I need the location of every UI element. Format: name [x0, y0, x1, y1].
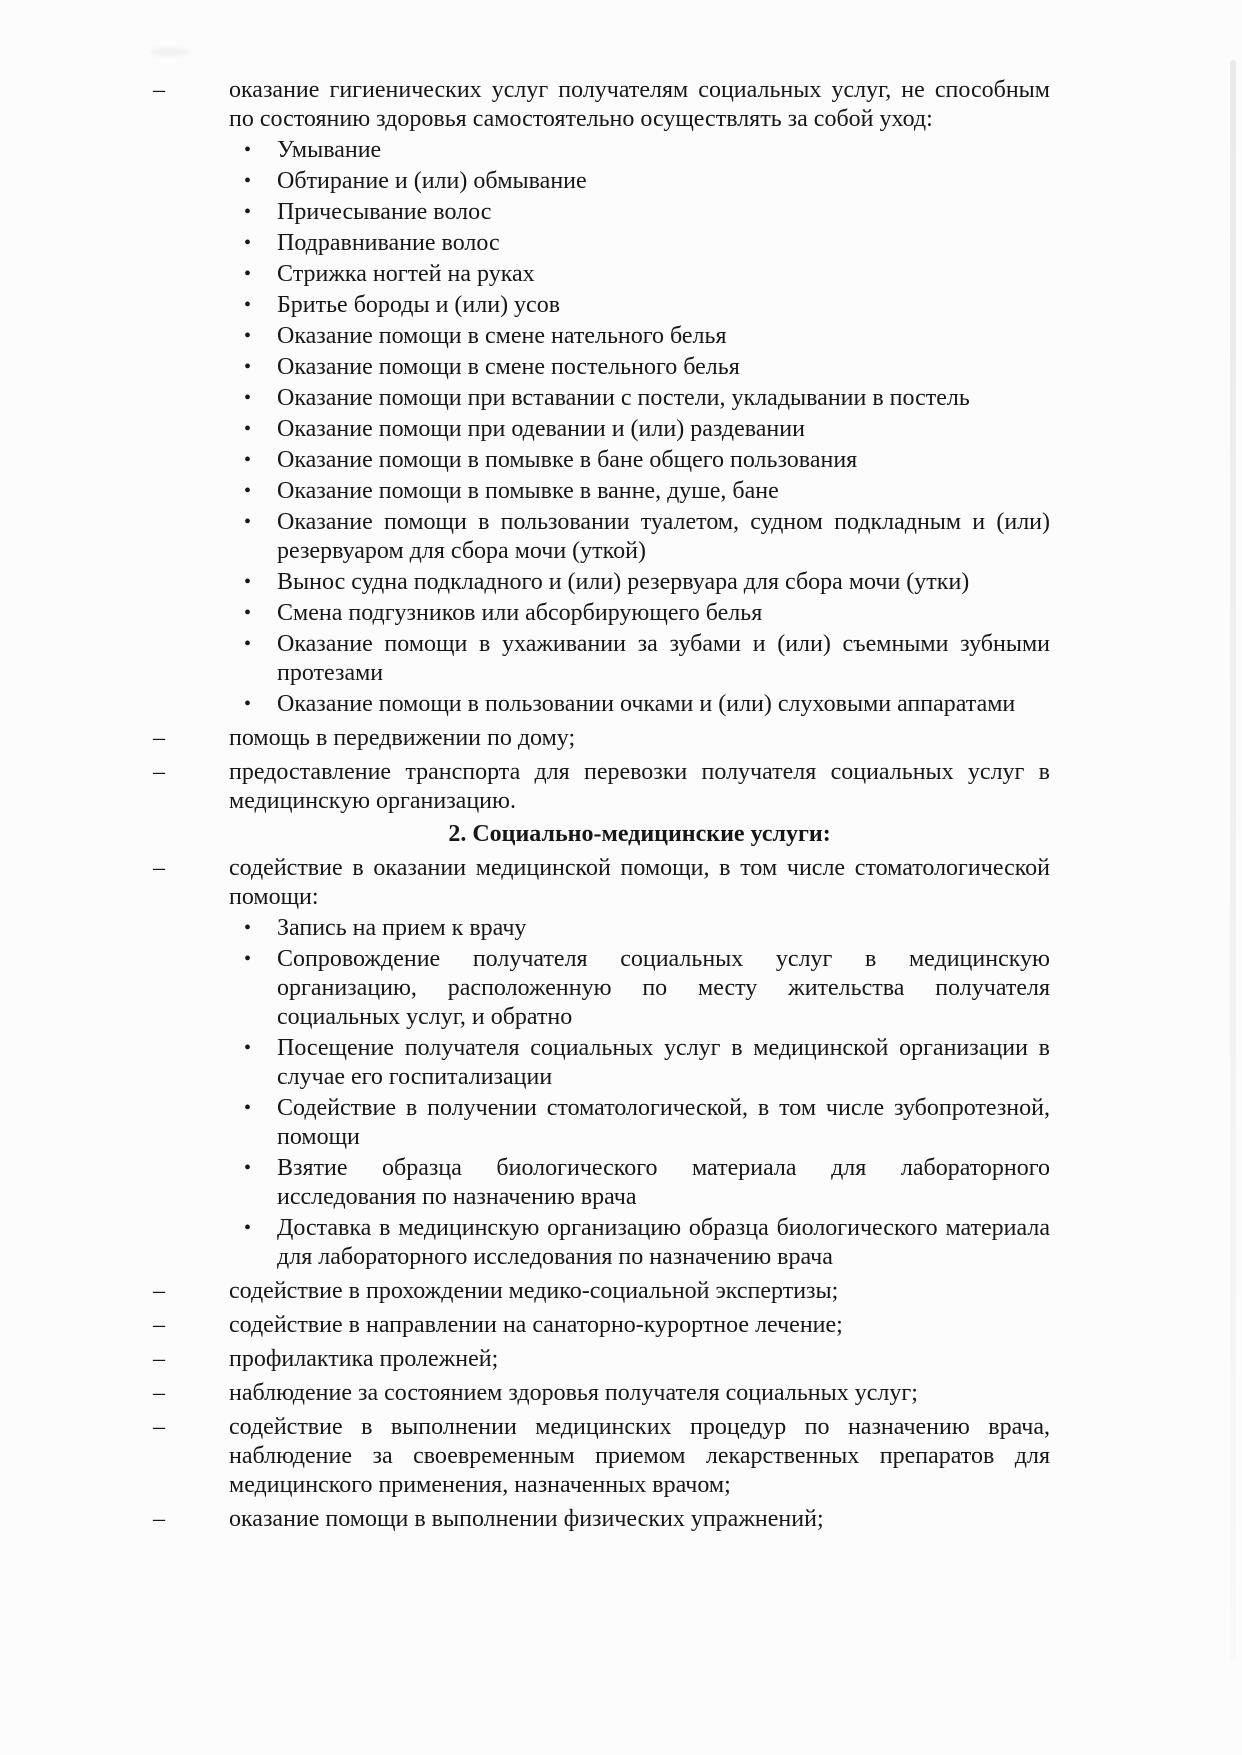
bullet-marker: • [244, 294, 252, 316]
bullet-marker: • [244, 917, 252, 939]
list-item-text: Вынос судна подкладного и (или) резервуара для сбора мочи (утки) [277, 569, 970, 595]
list-item-text: Умывание [277, 137, 382, 163]
bullet-list-item [244, 477, 1050, 506]
bullet-list-item [244, 446, 1050, 475]
bullet-list-item [244, 1154, 1050, 1212]
list-item-text: Оказание помощи в смене нательного белья [277, 323, 727, 349]
dash-list-item [153, 76, 1050, 134]
dash-marker: – [153, 725, 165, 751]
list-item-text: профилактика пролежней; [229, 1346, 499, 1372]
dash-list-item [153, 1345, 1050, 1374]
dash-list-item [153, 1311, 1050, 1340]
list-item-text: Содействие в получении стоматологической, в том числе зубопротезной, помощи [277, 1095, 1050, 1150]
list-item-text: Подравнивание волос [277, 230, 500, 256]
bullet-marker: • [244, 418, 252, 440]
bullet-list-item [244, 1214, 1050, 1272]
dash-list-item [153, 758, 1050, 816]
section-heading: 2. Социально-медицинские услуги: [448, 821, 831, 847]
bullet-list-item [244, 630, 1050, 688]
bullet-list-item [244, 508, 1050, 566]
dash-marker: – [153, 1414, 165, 1440]
bullet-marker: • [244, 1217, 252, 1239]
list-item-text: содействие в выполнении медицинских процедур по назначению врача, наблюдение за своевременным приемом лекарственных препаратов для медицинского применения, назначенных врачом; [229, 1414, 1050, 1498]
scan-artifact-smudge [150, 48, 190, 56]
list-item-text: Оказание помощи в ухаживании за зубами и (или) съемными зубными протезами [277, 631, 1050, 686]
bullet-list-item [244, 690, 1050, 719]
list-item-text: Взятие образца биологического материала для лабораторного исследования по назначению врача [277, 1155, 1050, 1210]
dash-marker: – [153, 1380, 165, 1406]
bullet-marker: • [244, 232, 252, 254]
bullet-marker: • [244, 356, 252, 378]
bullet-list-item [244, 198, 1050, 227]
bullet-marker: • [244, 1097, 252, 1119]
bullet-list-item [244, 914, 1050, 943]
dash-marker: – [153, 855, 165, 881]
list-item-text: Оказание помощи в помывке в ванне, душе, бане [277, 478, 779, 504]
dash-marker: – [153, 1346, 165, 1372]
list-item-text: Доставка в медицинскую организацию образца биологического материала для лабораторного исследования по назначению врача [277, 1215, 1050, 1270]
dash-marker: – [153, 77, 165, 103]
dash-list-item [153, 724, 1050, 753]
bullet-list-item [244, 136, 1050, 165]
dash-marker: – [153, 759, 165, 785]
list-item-text: Оказание помощи в смене постельного белья [277, 354, 740, 380]
bullet-list-item [244, 291, 1050, 320]
list-item-text: Оказание помощи в пользовании туалетом, судном подкладным и (или) резервуаром для сбора мочи (уткой) [277, 509, 1050, 564]
list-item-text: наблюдение за состоянием здоровья получателя социальных услуг; [229, 1380, 918, 1406]
list-item-text: Причесывание волос [277, 199, 492, 225]
bullet-marker: • [244, 480, 252, 502]
list-item-text: Обтирание и (или) обмывание [277, 168, 587, 194]
bullet-marker: • [244, 511, 252, 533]
bullet-marker: • [244, 571, 252, 593]
scan-artifact-right-edge [1230, 60, 1236, 1660]
bullet-list-item [244, 1094, 1050, 1152]
list-item-text: помощь в передвижении по дому; [229, 725, 576, 751]
list-item-text: предоставление транспорта для перевозки получателя социальных услуг в медицинскую организацию. [229, 759, 1050, 814]
list-item-text: Оказание помощи при одевании и (или) раздевании [277, 416, 805, 442]
document-page [153, 76, 1050, 1534]
dash-list-item [153, 1277, 1050, 1306]
dash-marker: – [153, 1312, 165, 1338]
list-item-text: Оказание помощи в помывке в бане общего пользования [277, 447, 858, 473]
list-item-text: Оказание помощи при вставании с постели, укладывании в постель [277, 385, 970, 411]
list-item-text: Сопровождение получателя социальных услуг в медицинскую организацию, расположенную по месту жительства получателя социальных услуг, и обратно [277, 946, 1050, 1030]
list-item-text: содействие в оказании медицинской помощи, в том числе стоматологической помощи: [229, 855, 1050, 910]
bullet-marker: • [244, 693, 252, 715]
document-content [153, 76, 1050, 1534]
bullet-marker: • [244, 449, 252, 471]
list-item-text: Оказание помощи в пользовании очками и (или) слуховыми аппаратами [277, 691, 1016, 717]
bullet-list-item [244, 945, 1050, 1032]
bullet-list-item [244, 415, 1050, 444]
list-item-text: Стрижка ногтей на руках [277, 261, 535, 287]
list-item-text: Бритье бороды и (или) усов [277, 292, 561, 318]
bullet-marker: • [244, 1037, 252, 1059]
dash-list-item [153, 1413, 1050, 1500]
bullet-list-item [244, 1034, 1050, 1092]
list-item-text: Посещение получателя социальных услуг в медицинской организации в случае его госпитализации [277, 1035, 1050, 1090]
dash-list-item [153, 1505, 1050, 1534]
dash-marker: – [153, 1278, 165, 1304]
dash-marker: – [153, 1506, 165, 1532]
list-item-text: оказание помощи в выполнении физических упражнений; [229, 1506, 824, 1532]
bullet-list-item [244, 568, 1050, 597]
bullet-marker: • [244, 633, 252, 655]
dash-list-item [153, 1379, 1050, 1408]
bullet-list-item [244, 599, 1050, 628]
bullet-list-item [244, 353, 1050, 382]
bullet-marker: • [244, 201, 252, 223]
bullet-marker: • [244, 325, 252, 347]
dash-list-item [153, 854, 1050, 912]
bullet-marker: • [244, 170, 252, 192]
bullet-list-item [244, 322, 1050, 351]
bullet-list-item [244, 229, 1050, 258]
list-item-text: содействие в направлении на санаторно-курортное лечение; [229, 1312, 843, 1338]
bullet-marker: • [244, 263, 252, 285]
bullet-marker: • [244, 139, 252, 161]
bullet-marker: • [244, 387, 252, 409]
bullet-marker: • [244, 1157, 252, 1179]
list-item-text: Запись на прием к врачу [277, 915, 527, 941]
bullet-list-item [244, 260, 1050, 289]
bullet-list-item [244, 167, 1050, 196]
list-item-text: Смена подгузников или абсорбирующего белья [277, 600, 763, 626]
list-item-text: оказание гигиенических услуг получателям социальных услуг, не способным по состоянию здоровья самостоятельно осуществлять за собой уход: [229, 77, 1050, 132]
list-item-text: содействие в прохождении медико-социальной экспертизы; [229, 1278, 839, 1304]
bullet-marker: • [244, 602, 252, 624]
bullet-marker: • [244, 948, 252, 970]
bullet-list-item [244, 384, 1050, 413]
